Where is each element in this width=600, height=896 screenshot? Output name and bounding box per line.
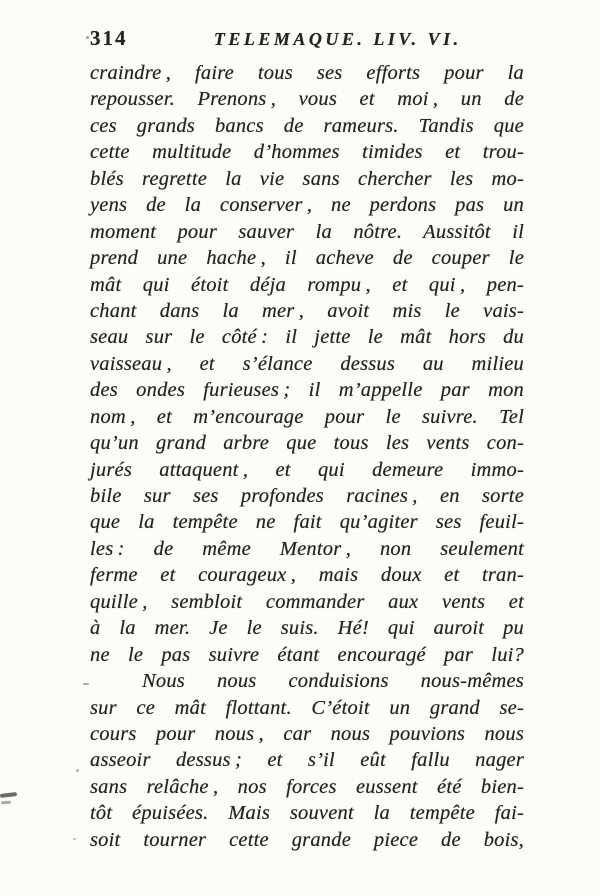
page-text (90, 60, 524, 853)
text-line: que la tempête ne fait qu’agiter ses feuil- (90, 511, 524, 534)
text-line: blés regrette la vie sans chercher les mo- (90, 167, 524, 190)
scan-mark (1, 801, 11, 805)
text-line: moment pour sauver la nôtre. Aussitôt il (90, 220, 524, 243)
scan-speckle (83, 683, 89, 685)
scan-speckle (86, 36, 89, 39)
text-line: repousser. Prenons , vous et moi , un de (90, 88, 524, 111)
text-line: tôt épuisées. Mais souvent la tempête fai- (90, 802, 524, 825)
text-line: nom , et m’encourage pour le suivre. Tel (90, 405, 524, 428)
scan-speckle (73, 838, 76, 840)
text-line: cette multitude d’hommes timides et trou- (90, 141, 524, 164)
text-line: ces grands bancs de rameurs. Tandis que (90, 114, 524, 137)
page-header (90, 26, 524, 51)
text-line: chant dans la mer , avoit mis le vais- (90, 299, 524, 322)
text-line: sans relâche , nos forces eussent été bien- (90, 775, 524, 798)
scan-speckle (76, 769, 79, 772)
text-line: cours pour nous , car nous pouvions nous (90, 722, 524, 745)
text-line: des ondes furieuses ; il m’appelle par mon (90, 379, 524, 402)
text-line: qu’un grand arbre que tous les vents con- (90, 432, 524, 455)
text-line: asseoir dessus ; et s’il eût fallu nager (90, 749, 524, 772)
text-line: craindre , faire tous ses efforts pour la (90, 62, 524, 84)
text-line-paragraph-start: Nous nous conduisions nous-mêmes (142, 670, 524, 693)
text-line: soit tourner cette grande piece de bois, (90, 828, 524, 851)
text-line: à la mer. Je le suis. Hé! qui auroit pu (90, 617, 524, 640)
text-line: ne le pas suivre étant encouragé par lui? (90, 643, 524, 666)
text-line: vaisseau , et s’élance dessus au milieu (90, 352, 524, 375)
text-line: bile sur ses profondes racines , en sorte (90, 485, 524, 507)
text-line: les : de même Mentor , non seulement (90, 537, 524, 560)
text-line: prend une hache , il acheve de couper le (90, 247, 524, 270)
page-number: 314 (90, 26, 128, 50)
text-line: ferme et courageux , mais doux et tran- (90, 564, 524, 587)
running-title: TELEMAQUE. LIV. VI. (213, 29, 462, 49)
text-line: quille , sembloit commander aux vents et (90, 590, 524, 613)
scan-mark (0, 792, 17, 798)
text-line: seau sur le côté : il jette le mât hors du (90, 326, 524, 349)
text-line: jurés attaquent , et qui demeure immo- (90, 458, 524, 481)
text-line: mât qui étoit déja rompu , et qui , pen- (90, 273, 524, 296)
text-line: sur ce mât flottant. C’étoit un grand se- (90, 696, 524, 719)
text-line: yens de la conserver , ne perdons pas un (90, 194, 524, 217)
